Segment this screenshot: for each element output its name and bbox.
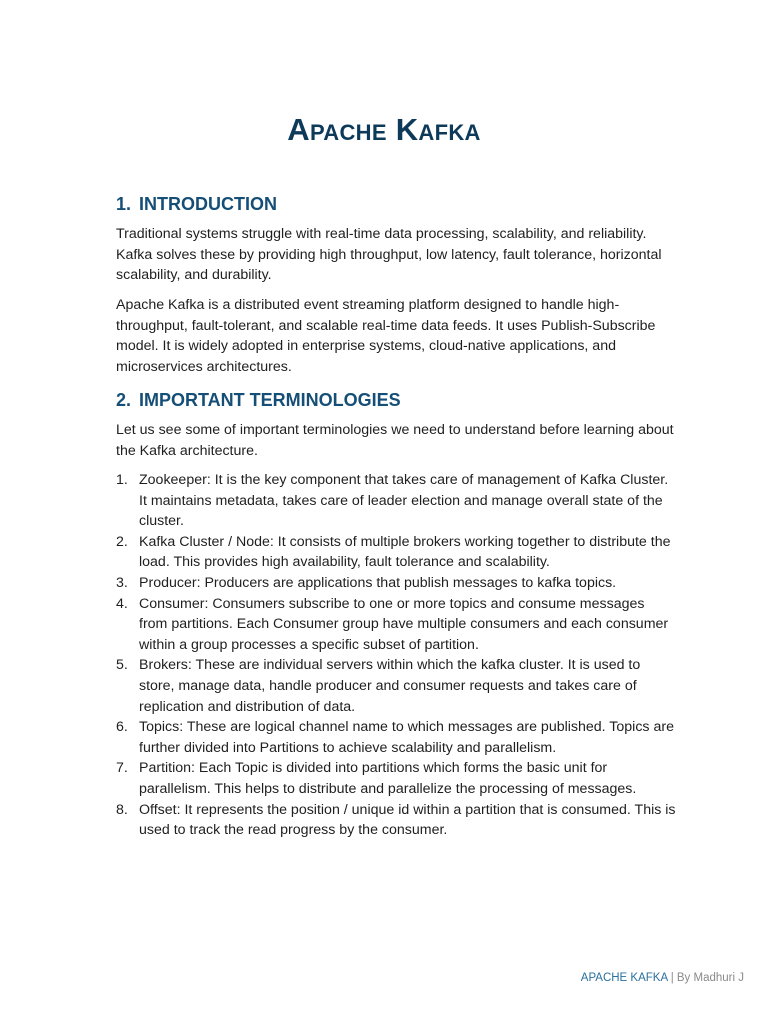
intro-paragraph: Apache Kafka is a distributed event streaming platform designed to handle high-throughput, fault-tolerant, and scalable real-time data feeds. It uses Publish-Subscribe model. It is widely adopted in enterprise systems, cloud-native applications, and microservices architectures. — [116, 297, 656, 375]
list-item-number: 7. — [116, 760, 128, 777]
section-heading-text: INTRODUCTION — [139, 194, 277, 214]
list-item-text: Producer: Producers are applications that publish messages to kafka topics. — [139, 574, 617, 591]
footer-author: By Madhuri J — [676, 972, 744, 984]
list-item-number: 3. — [116, 574, 128, 591]
list-item-text: Brokers: These are individual servers within which the kafka cluster. It is used to store, manage data, handle producer and consumer requests and takes care of replication and distribution of data. — [139, 657, 641, 715]
list-item-number: 5. — [116, 657, 128, 674]
list-item — [116, 573, 676, 594]
list-item-text: Zookeeper: It is the key component that takes care of management of Kafka Cluster. It maintains metadata, takes care of leader election and manage overall state of the cluster. — [139, 472, 669, 530]
list-item — [116, 717, 676, 758]
section-heading-terminologies — [116, 390, 401, 411]
list-item-number: 8. — [116, 801, 128, 818]
footer-title: APACHE KAFKA — [580, 972, 668, 984]
section-heading-introduction — [116, 194, 277, 215]
list-item-text: Offset: It represents the position / unique id within a partition that is consumed. This is used to track the read progress by the consumer. — [139, 801, 676, 839]
section-number: 1. — [116, 194, 132, 214]
list-item-number: 6. — [116, 719, 128, 736]
list-item — [116, 532, 676, 573]
page-footer — [581, 972, 744, 984]
list-item-text: Consumer: Consumers subscribe to one or more topics and consume messages from partitions. Each Consumer group have multiple consumers and each consumer within a group processes a specific subset of partition. — [139, 595, 669, 653]
list-item — [116, 800, 676, 841]
section-number: 2. — [116, 390, 132, 410]
list-item-number: 4. — [116, 595, 128, 612]
list-item-number: 2. — [116, 533, 128, 550]
list-item-text: Topics: These are logical channel name to which messages are published. Topics are further divided into Partitions to achieve scalability and parallelism. — [139, 719, 674, 756]
list-item — [116, 470, 676, 532]
intro-paragraph: Traditional systems struggle with real-time data processing, scalability, and reliability. Kafka solves these by providing high throughput, low latency, fault tolerance, horizontal scalability, and durability. — [116, 226, 662, 283]
list-item-text: Partition: Each Topic is divided into partitions which forms the basic unit for parallelism. This helps to distribute and parallelize the processing of messages. — [139, 760, 637, 797]
footer-separator: | — [667, 972, 677, 984]
terminologies-intro-paragraph: Let us see some of important terminologies we need to understand before learning about the Kafka architecture. — [116, 422, 674, 459]
list-item — [116, 758, 676, 799]
list-item-text: Kafka Cluster / Node: It consists of multiple brokers working together to distribute the load. This provides high availability, fault tolerance and scalability. — [139, 533, 671, 571]
list-item-number: 1. — [116, 472, 128, 488]
list-item — [116, 594, 676, 656]
document-title: Apache Kafka — [287, 112, 481, 147]
terminology-list — [116, 470, 676, 841]
section-heading-text: IMPORTANT TERMINOLOGIES — [139, 390, 401, 410]
list-item — [116, 655, 676, 717]
